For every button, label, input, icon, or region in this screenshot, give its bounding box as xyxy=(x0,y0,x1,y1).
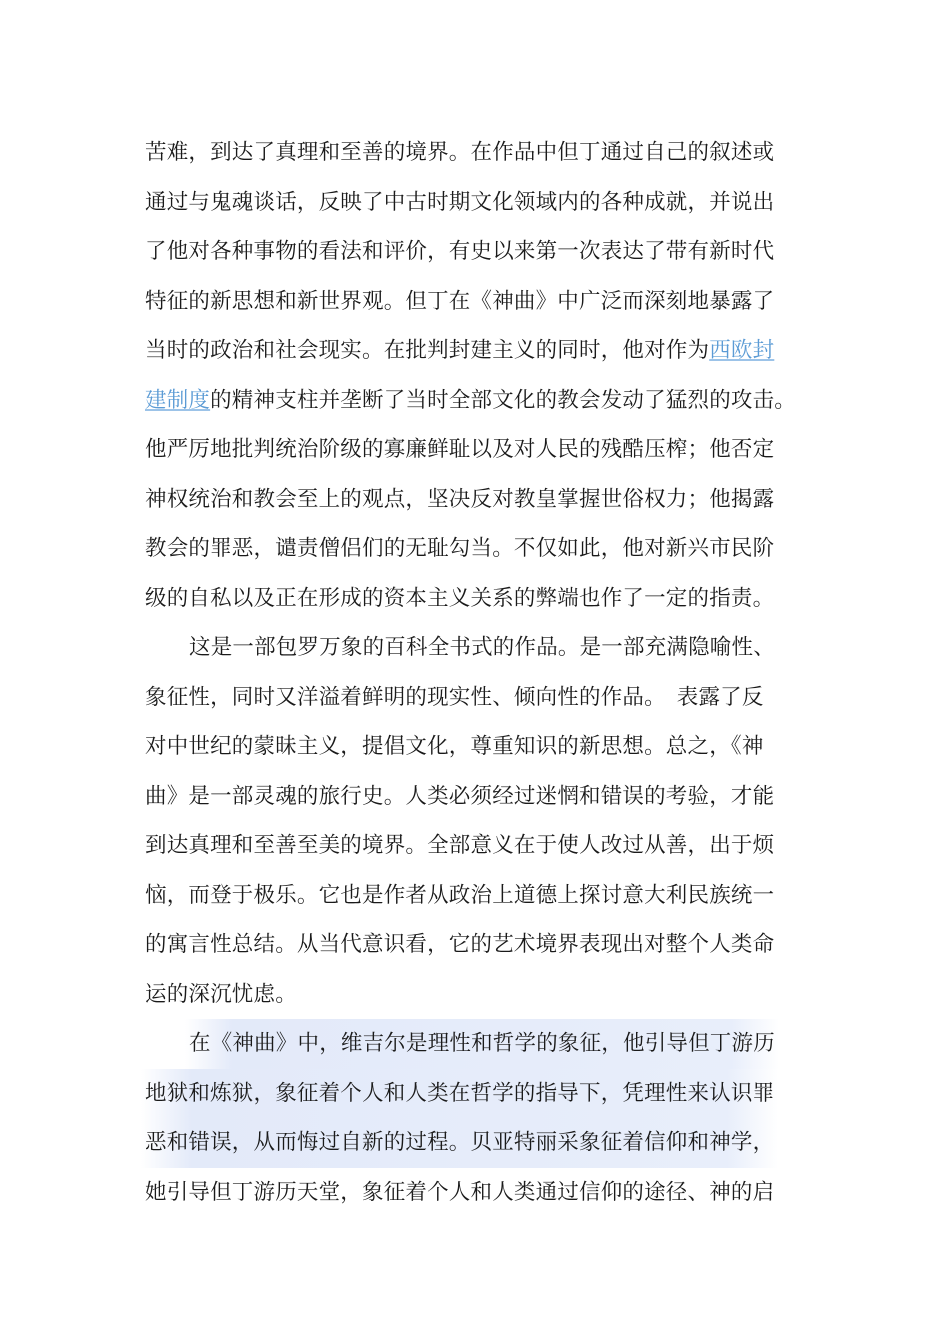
text-line-with-link xyxy=(145,376,825,426)
body-text xyxy=(145,128,825,1217)
paragraph-2 xyxy=(145,623,825,1019)
text-line: 到达真理和至善至美的境界。全部意义在于使人改过从善，出于烦 xyxy=(145,833,775,858)
text-line: 他严厉地批判统治阶级的寡廉鲜耻以及对人民的残酷压榨；他否定 xyxy=(145,437,775,462)
text-line: 她引导但丁游历天堂，象征着个人和人类通过信仰的途径、神的启 xyxy=(145,1179,775,1205)
paragraph-3 xyxy=(145,1019,825,1217)
text-line: 的寓言性总结。从当代意识看，它的艺术境界表现出对整个人类命 xyxy=(145,932,775,957)
text-line: 象征性，同时又洋溢着鲜明的现实性、倾向性的作品。 表露了反 xyxy=(145,684,764,710)
text-line: 曲》是一部灵魂的旅行史。人类必须经过迷惘和错误的考验，才能 xyxy=(145,783,775,809)
text-line: 特征的新思想和新世界观。但丁在《神曲》中广泛而深刻地暴露了 xyxy=(145,288,775,314)
text-line xyxy=(145,1019,825,1069)
text-line: 通过与鬼魂谈话，反映了中古时期文化领域内的各种成就，并说出 xyxy=(145,189,775,215)
text-line: 这是一部包罗万象的百科全书式的作品。是一部充满隐喻性、 xyxy=(189,635,775,660)
text-line: 教会的罪恶，谴责僧侣们的无耻勾当。不仅如此，他对新兴市民阶 xyxy=(145,536,775,561)
text-segment: 的精神支柱并垄断了当时全部文化的教会发动了猛烈的攻击。 xyxy=(210,387,797,413)
text-line xyxy=(145,1118,825,1168)
paragraph-1 xyxy=(145,128,825,623)
text-line: 级的自私以及正在形成的资本主义关系的弊端也作了一定的指责。 xyxy=(145,585,775,611)
western-europe-feudalism-link-end[interactable]: 建制度 xyxy=(145,387,211,413)
text-line: 运的深沉忧虑。 xyxy=(145,981,297,1007)
text-line: 恼，而登于极乐。它也是作者从政治上道德上探讨意大利民族统一 xyxy=(145,882,775,908)
text-line-with-link xyxy=(145,326,825,376)
highlighted-text: 在《神曲》中，维吉尔是理性和哲学的象征，他引导但丁游历 xyxy=(185,1019,779,1069)
text-segment: 当时的政治和社会现实。在批判封建主义的同时，他对作为 xyxy=(145,338,710,363)
highlighted-text: 恶和错误，从而悔过自新的过程。贝亚特丽采象征着信仰和神学， xyxy=(141,1118,778,1168)
text-line: 对中世纪的蒙昧主义，提倡文化，尊重知识的新思想。总之，《神 xyxy=(145,734,764,759)
highlighted-text: 地狱和炼狱，象征着个人和人类在哲学的指导下，凭理性来认识罪 xyxy=(141,1069,778,1119)
text-line: 苦难，到达了真理和至善的境界。在作品中但丁通过自己的叙述或 xyxy=(145,140,775,165)
text-line: 了他对各种事物的看法和评价，有史以来第一次表达了带有新时代 xyxy=(145,239,775,264)
text-line: 神权统治和教会至上的观点，坚决反对教皇掌握世俗权力；他揭露 xyxy=(145,486,775,512)
western-europe-feudalism-link-start[interactable]: 西欧封 xyxy=(709,338,775,363)
text-line xyxy=(145,1069,825,1119)
